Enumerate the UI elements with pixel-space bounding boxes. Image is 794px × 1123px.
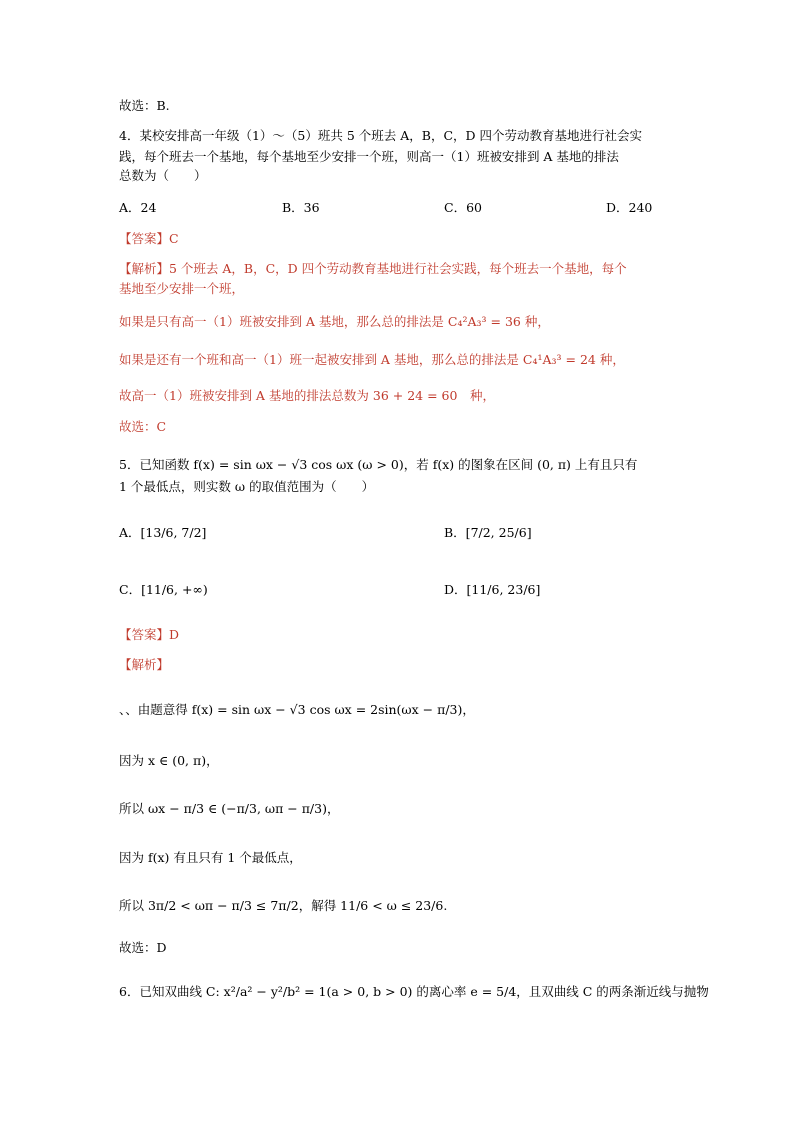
q5-answer: 【答案】D (119, 627, 180, 642)
q4-option-c: C．60 (444, 200, 482, 215)
q5-option-c: C．[11/6, +∞) (119, 582, 208, 597)
q5-analysis-head: 【解析】 (119, 657, 170, 672)
q5-option-d: D．[11/6, 23/6] (444, 582, 541, 597)
q5-option-a: A．[13/6, 7/2] (119, 525, 207, 540)
q5-option-b: B．[7/2, 25/6] (444, 525, 532, 540)
q4-stem-line3: 总数为（ ） (119, 168, 207, 183)
q5-stem-line2: 1 个最低点，则实数 ω 的取值范围为（ ） (119, 479, 375, 494)
q5-step4: 因为 f(x) 有且只有 1 个最低点， (119, 850, 302, 865)
q4-option-b: B．36 (282, 200, 320, 215)
q4-stem-line2: 践，每个班去一个基地，每个基地至少安排一个班，则高一（1）班被安排到 A 基地的排法 (119, 149, 619, 164)
q4-conclusion: 故选：C (119, 419, 167, 434)
q4-step2: 如果是还有一个班和高一（1）班一起被安排到 A 基地，那么总的排法是 C₄¹A₃³ = 24 种， (119, 352, 625, 367)
q4-analysis-line1: 【解析】5 个班去 A，B，C，D 四个劳动教育基地进行社会实践，每个班去一个基地，每个 (119, 261, 627, 276)
q4-stem-line1: 4．某校安排高一年级（1）～（5）班共 5 个班去 A，B，C，D 四个劳动教育基地进行社会实 (119, 128, 643, 143)
q4-option-d: D．240 (606, 200, 653, 215)
q5-step2: 因为 x ∈ (0, π)， (119, 753, 219, 768)
q4-option-a: A．24 (119, 200, 157, 215)
q5-conclusion: 故选：D (119, 940, 167, 955)
q4-analysis-line2: 基地至少安排一个班， (119, 281, 245, 296)
q5-stem-line1: 5．已知函数 f(x) = sin ωx − √3 cos ωx (ω > 0)，若 f(x) 的图象在区间 (0, π) 上有且只有 (119, 457, 638, 472)
q4-answer: 【答案】C (119, 231, 179, 246)
q4-step3: 故高一（1）班被安排到 A 基地的排法总数为 36 + 24 = 60 种， (119, 388, 495, 403)
q5-step3: 所以 ωx − π/3 ∈ (−π/3, ωπ − π/3)， (119, 801, 340, 816)
q4-step1: 如果是只有高一（1）班被安排到 A 基地，那么总的排法是 C₄²A₃³ = 36 种， (119, 314, 550, 329)
q5-step5: 所以 3π/2 < ωπ − π/3 ≤ 7π/2，解得 11/6 < ω ≤ 23/6. (119, 898, 448, 913)
q3-conclusion: 故选：B. (119, 98, 170, 113)
q5-step1: 、、由题意得 f(x) = sin ωx − √3 cos ωx = 2sin(ωx − π/3)， (119, 702, 475, 717)
q6-stem-line1: 6．已知双曲线 C: x²/a² − y²/b² = 1(a > 0, b > 0) 的离心率 e = 5/4，且双曲线 C 的两条渐近线与抛物 (119, 984, 709, 999)
